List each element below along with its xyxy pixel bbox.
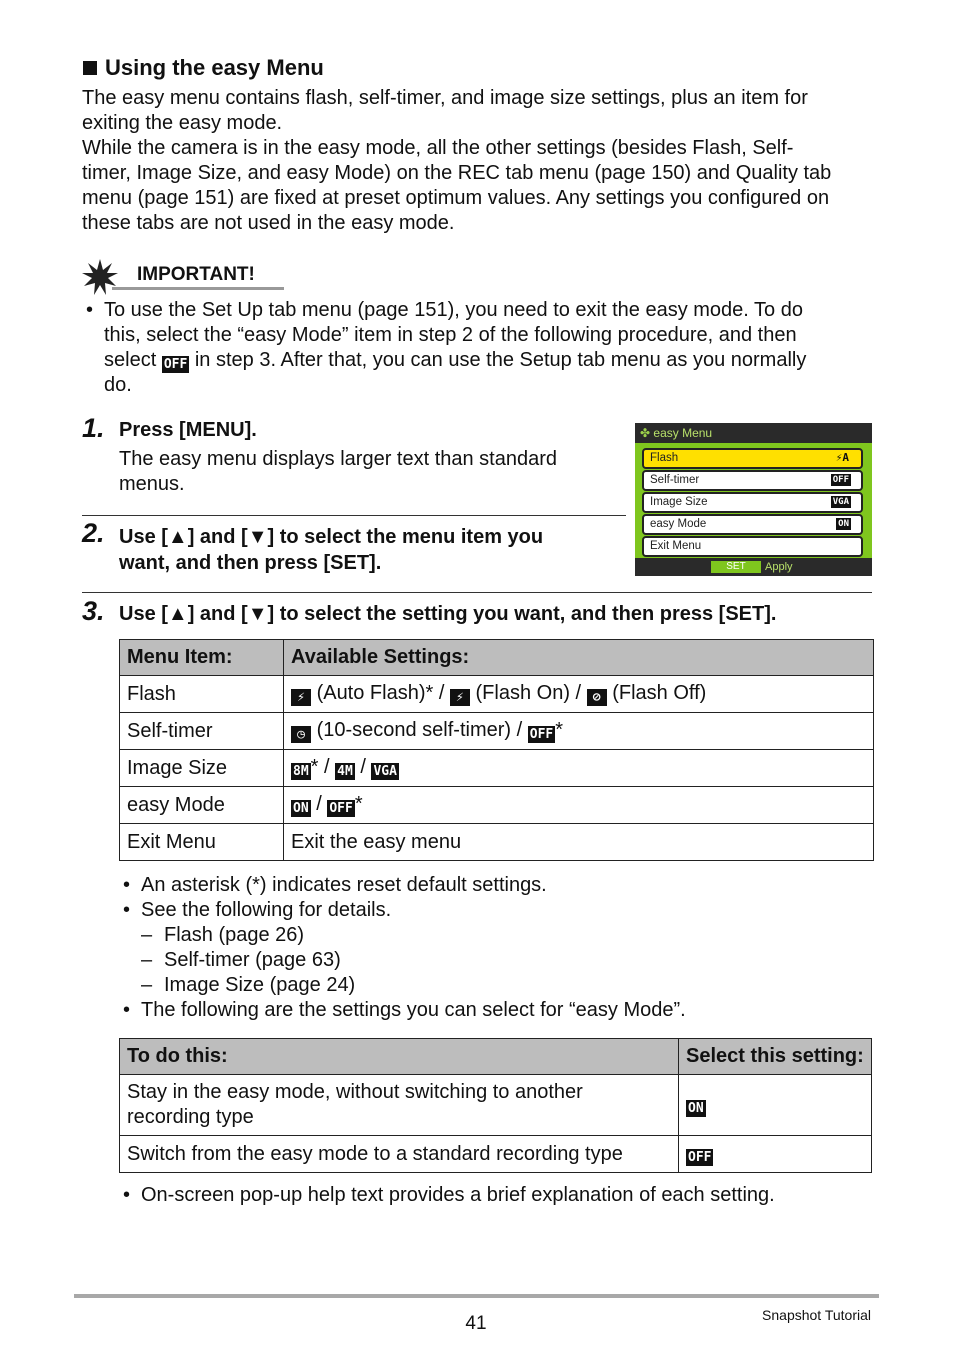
table-row: Switch from the easy mode to a standard recording type OFF: [120, 1136, 872, 1173]
table-header: To do this:: [120, 1039, 679, 1075]
divider: [82, 515, 626, 516]
table-row: Image Size 8M * / 4M / VGA: [120, 750, 874, 787]
off-icon: OFF: [329, 801, 353, 816]
step-number: 2.: [82, 518, 105, 548]
step-description: The easy menu displays larger text than standard menus.: [119, 448, 558, 495]
menu-icon: ✤: [640, 426, 651, 440]
important-text: [104, 298, 884, 398]
step-title: Use [▲] and [▼] to select the setting you want, and then press [SET].: [119, 603, 777, 625]
off-icon: OFF: [832, 475, 849, 485]
bullet-dot: •: [123, 899, 131, 921]
4m-icon: 4M: [337, 764, 353, 779]
up-arrow-icon: ▲: [167, 603, 188, 625]
important-line: this, select the “easy Mode” item in step 2 of the following procedure, and then: [104, 324, 797, 346]
flash-auto-icon: ⚡A: [835, 451, 849, 464]
intro-line: exiting the easy mode.: [82, 112, 283, 134]
note: The following are the settings you can select for “easy Mode”.: [141, 999, 686, 1021]
camera-item: Flash ⚡A: [642, 448, 863, 469]
intro-line: menu (page 151) are fixed at preset optimum values. Any settings you configured on: [82, 187, 830, 209]
camera-item: Self-timer OFF: [642, 470, 863, 491]
step-title: Press [MENU].: [119, 419, 257, 441]
footer-rule: [74, 1294, 879, 1298]
down-arrow-icon: ▼: [247, 603, 268, 625]
self-timer-icon: ◷: [291, 726, 311, 743]
off-icon: OFF: [163, 357, 188, 372]
down-arrow-icon: ▼: [247, 526, 268, 548]
step-title: Use [▲] and [▼] to select the menu item you want, and then press [SET].: [119, 526, 544, 574]
step-number: 3.: [82, 596, 105, 626]
note: See the following for details.: [141, 899, 392, 921]
intro-line: The easy menu contains flash, self-timer, and image size settings, plus an item for: [82, 87, 808, 109]
camera-footer: [635, 558, 872, 576]
important-line: select OFF in step 3. After that, you can use the Setup tab menu as you normally: [104, 349, 807, 372]
table-header: Available Settings:: [284, 640, 874, 676]
camera-screen-title: ✤ easy Menu: [635, 423, 872, 443]
step-number: 1.: [82, 413, 105, 443]
note: An asterisk (*) indicates reset default settings.: [141, 874, 547, 896]
final-note: On-screen pop-up help text provides a brief explanation of each setting.: [141, 1184, 775, 1206]
table-header: Menu Item:: [120, 640, 284, 676]
table-row: Exit Menu Exit the easy menu: [120, 824, 874, 861]
settings-table: [119, 639, 874, 861]
camera-item: easy Mode ON: [642, 514, 863, 535]
set-key-label: SET: [711, 561, 761, 573]
section-heading: [83, 54, 324, 81]
section-title: Using the easy Menu: [105, 55, 324, 80]
sub-note: Image Size (page 24): [164, 974, 356, 996]
intro-paragraph: [82, 86, 882, 236]
table-row: Stay in the easy mode, without switching to another recording type ON: [120, 1075, 872, 1136]
vga-icon: VGA: [832, 497, 849, 507]
square-bullet-icon: [83, 61, 97, 75]
divider: [82, 592, 872, 593]
page-number: 41: [465, 1313, 487, 1334]
flash-auto-icon: ⚡: [291, 689, 311, 706]
sub-note: Flash (page 26): [164, 924, 305, 946]
bullet-dot: •: [123, 999, 131, 1021]
intro-line: While the camera is in the easy mode, all the other settings (besides Flash, Self-: [82, 137, 794, 159]
on-icon: ON: [838, 519, 849, 529]
camera-item: Image Size VGA: [642, 492, 863, 513]
intro-line: these tabs are not used in the easy mode.: [82, 212, 455, 234]
sub-note: Self-timer (page 63): [164, 949, 341, 971]
up-arrow-icon: ▲: [167, 526, 188, 548]
camera-item: Exit Menu: [642, 536, 863, 557]
8m-icon: 8M: [293, 764, 309, 779]
apply-label: Apply: [765, 561, 793, 573]
bullet-dot: •: [123, 1184, 131, 1206]
table-row: easy Mode ON / OFF *: [120, 787, 874, 824]
camera-screen: [635, 423, 872, 576]
important-line: To use the Set Up tab menu (page 151), you need to exit the easy mode. To do: [104, 299, 803, 321]
dash: –: [141, 974, 153, 996]
table-row: Flash ⚡ (Auto Flash)* / ⚡ (Flash On) / ⊘ (Flash Off): [120, 676, 874, 713]
off-icon: OFF: [688, 1150, 712, 1165]
table-row: Self-timer ◷ (10-second self-timer) / OFF *: [120, 713, 874, 750]
flash-off-icon: ⊘: [587, 689, 607, 706]
off-icon: OFF: [529, 727, 554, 742]
flash-on-icon: ⚡: [450, 689, 470, 706]
dash: –: [141, 924, 153, 946]
vga-icon: VGA: [373, 764, 397, 779]
important-label: IMPORTANT!: [137, 264, 255, 285]
footer-section: Snapshot Tutorial: [762, 1307, 871, 1323]
on-icon: ON: [688, 1101, 704, 1116]
intro-line: timer, Image Size, and easy Mode) on the REC tab menu (page 150) and Quality tab: [82, 162, 832, 184]
bullet-dot: •: [86, 299, 94, 321]
important-line: do.: [104, 374, 132, 396]
important-underline: [112, 287, 284, 290]
mode-table: [119, 1038, 872, 1173]
dash: –: [141, 949, 153, 971]
bullet-dot: •: [123, 874, 131, 896]
table-header: Select this setting:: [679, 1039, 872, 1075]
on-icon: ON: [293, 801, 309, 816]
